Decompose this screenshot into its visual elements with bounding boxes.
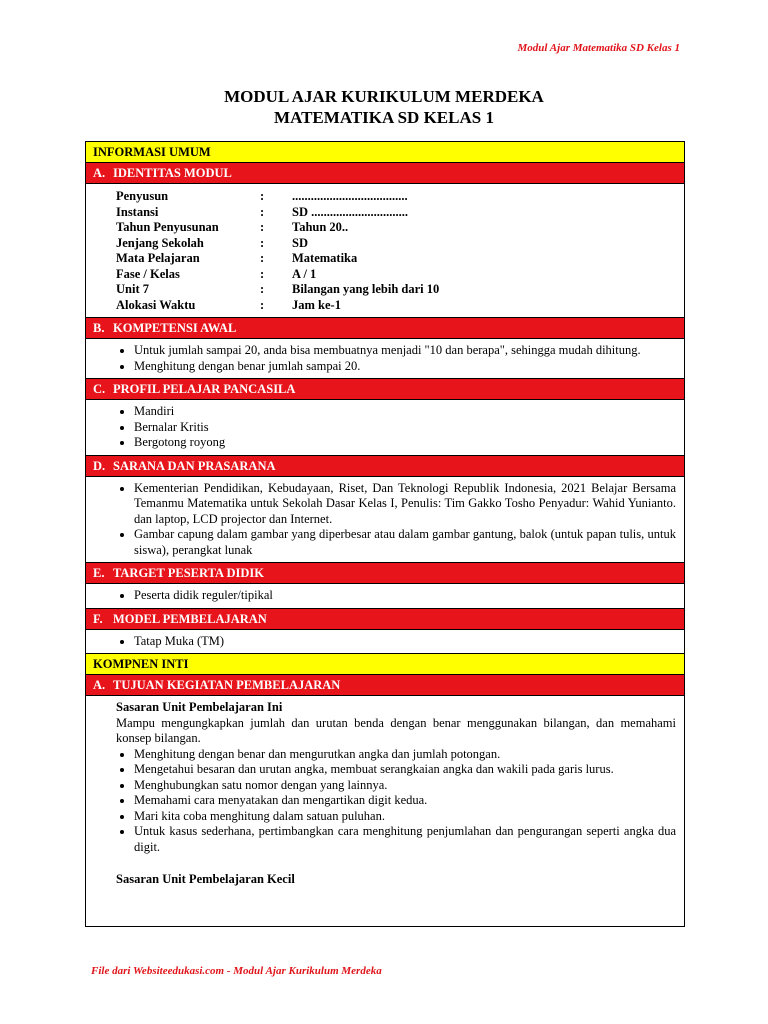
- identitas-value: Jam ke-1: [292, 297, 341, 312]
- profil-block: [86, 400, 684, 456]
- list-item: • Tatap Muka (TM): [134, 634, 676, 650]
- section-header-sarana: [86, 456, 684, 477]
- list-item: • Untuk kasus sederhana, pertimbangkan cara menghitung penjumlahan dan pengurangan seperti angka dua digit.: [134, 824, 676, 855]
- identitas-colon: :: [260, 204, 265, 219]
- identitas-row: [116, 251, 684, 267]
- identitas-value: .....................................: [292, 189, 408, 203]
- identitas-row: [116, 220, 684, 236]
- sarana-block: [86, 477, 684, 564]
- section-title: SARANA DAN PRASARANA: [113, 458, 276, 473]
- section-header-tujuan: [86, 675, 684, 696]
- identitas-row: [116, 236, 684, 252]
- section-letter: C.: [93, 382, 106, 396]
- informasi-umum-header: INFORMASI UMUM: [86, 142, 684, 163]
- section-header-target: [86, 563, 684, 584]
- identitas-colon: :: [260, 220, 265, 234]
- section-letter: F.: [93, 611, 103, 626]
- identitas-value: Matematika: [292, 251, 358, 265]
- identitas-value: Tahun 20..: [292, 220, 349, 234]
- section-title: MODEL PEMBELAJARAN: [113, 611, 267, 626]
- list-item: • Menghubungkan satu nomor dengan yang lainnya.: [134, 778, 676, 794]
- identitas-row: [116, 282, 684, 298]
- document-title: [0, 86, 768, 128]
- subheading-sasaran-unit: Sasaran Unit Pembelajaran Ini: [116, 700, 283, 714]
- identitas-colon: :: [260, 297, 265, 312]
- identitas-key: Jenjang Sekolah: [116, 235, 204, 250]
- section-letter: E.: [93, 566, 105, 580]
- list-item: • Menghitung dengan benar dan mengurutkan angka dan jumlah potongan.: [134, 747, 676, 763]
- section-title: IDENTITAS MODUL: [113, 166, 232, 180]
- identitas-key: Penyusun: [116, 189, 169, 203]
- title-line-2: MATEMATIKA SD KELAS 1: [274, 108, 494, 127]
- model-block: [86, 630, 684, 655]
- section-header-model: [86, 609, 684, 630]
- identitas-key: Instansi: [116, 204, 159, 219]
- komponen-inti-header: KOMPNEN INTI: [86, 654, 684, 675]
- page-header: Modul Ajar Matematika SD Kelas 1: [517, 42, 680, 54]
- identitas-row: [116, 189, 684, 205]
- kompetensi-block: [86, 339, 684, 379]
- list-item: • Mandiri: [134, 404, 676, 420]
- page-footer: File dari Websiteedukasi.com - Modul Ajar Kurikulum Merdeka: [91, 965, 382, 977]
- list-item: • Mengetahui besaran dan urutan angka, membuat serangkaian angka dan wakili pada garis lurus.: [134, 762, 676, 778]
- section-letter: A.: [93, 166, 106, 180]
- subheading-sasaran-kecil: Sasaran Unit Pembelajaran Kecil: [116, 872, 295, 886]
- tujuan-block: [86, 696, 684, 892]
- identitas-colon: :: [260, 266, 265, 281]
- identitas-value: SD: [292, 235, 308, 250]
- identitas-key: Unit 7: [116, 282, 149, 296]
- identitas-colon: :: [260, 251, 265, 265]
- tujuan-intro: Mampu mengungkapkan jumlah dan urutan benda dengan benar menggunakan bilangan, dan memahami konsep bilangan.: [116, 715, 676, 745]
- section-header-identitas: [86, 163, 684, 184]
- target-block: [86, 584, 684, 609]
- section-title: PROFIL PELAJAR PANCASILA: [113, 382, 296, 396]
- identitas-key: Fase / Kelas: [116, 266, 180, 281]
- identitas-key: Mata Pelajaran: [116, 251, 200, 265]
- module-table: [85, 141, 685, 927]
- identitas-row: [116, 205, 684, 221]
- section-title: TARGET PESERTA DIDIK: [113, 566, 264, 580]
- identitas-block: [86, 184, 684, 318]
- section-header-profil: [86, 379, 684, 400]
- list-item: • Bernalar Kritis: [134, 420, 676, 436]
- section-letter: B.: [93, 321, 105, 335]
- list-item: • Untuk jumlah sampai 20, anda bisa membuatnya menjadi "10 dan berapa", sehingga mudah dihitung.: [134, 343, 676, 359]
- section-letter: D.: [93, 458, 106, 473]
- list-item: • Gambar capung dalam gambar yang diperbesar atau dalam gambar gantung, balok (untuk papan tulis, untuk siswa), perangkat lunak: [134, 527, 676, 558]
- identitas-value: SD ...............................: [292, 204, 408, 219]
- identitas-colon: :: [260, 189, 265, 203]
- section-title: TUJUAN KEGIATAN PEMBELAJARAN: [113, 678, 341, 692]
- list-item: • Peserta didik reguler/tipikal: [134, 588, 676, 604]
- identitas-row: [116, 267, 684, 283]
- identitas-key: Tahun Penyusunan: [116, 220, 219, 234]
- list-item: • Memahami cara menyatakan dan mengartikan digit kedua.: [134, 793, 676, 809]
- title-line-1: MODUL AJAR KURIKULUM MERDEKA: [224, 87, 544, 106]
- identitas-value: Bilangan yang lebih dari 10: [292, 282, 440, 296]
- list-item: • Bergotong royong: [134, 435, 676, 451]
- section-letter: A.: [93, 678, 106, 692]
- identitas-row: [116, 298, 684, 314]
- identitas-value: A / 1: [292, 266, 317, 281]
- section-header-kompetensi: [86, 318, 684, 339]
- identitas-colon: :: [260, 235, 265, 250]
- list-item: • Menghitung dengan benar jumlah sampai 20.: [134, 359, 676, 375]
- identitas-key: Alokasi Waktu: [116, 297, 196, 312]
- section-title: KOMPETENSI AWAL: [113, 321, 237, 335]
- identitas-colon: :: [260, 282, 265, 296]
- list-item: • Mari kita coba menghitung dalam satuan puluhan.: [134, 809, 676, 825]
- list-item: • Kementerian Pendidikan, Kebudayaan, Riset, Dan Teknologi Republik Indonesia, 2021 Belajar Bersama Temanmu Matematika untuk Sekolah Dasar Kelas I, Penulis: Tim Gakko Tosho Penyadur: Wahid Yunianto. dan laptop, LCD projector dan Internet.: [134, 481, 676, 528]
